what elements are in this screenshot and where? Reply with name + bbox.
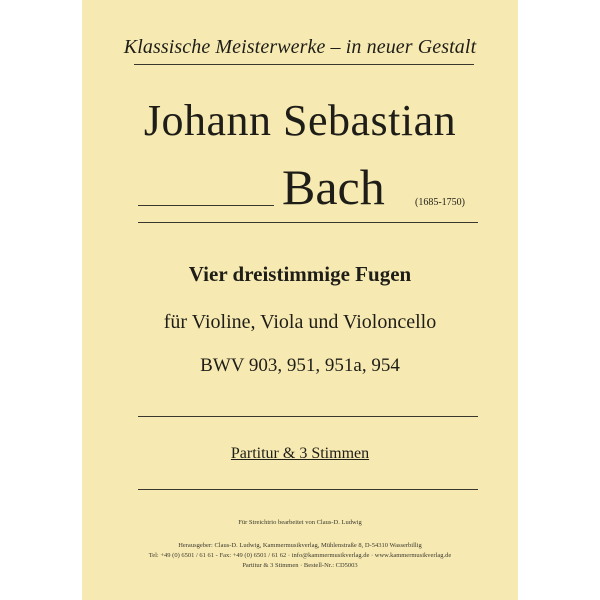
edition-label: Partitur & 3 Stimmen [230,445,370,462]
order-number: Partitur & 3 Stimmen · Bestell-Nr.: CD5003 [242,562,358,569]
composer-first-name: Johann Sebastian [143,96,457,145]
score-cover [82,0,518,600]
top-divider [134,64,474,65]
catalogue-numbers: BWV 903, 951, 951a, 954 [200,355,400,376]
arranger-credit: Für Streichtrio bearbeitet von Claus-D. Ludwig [238,519,362,526]
mid-divider [138,416,478,417]
instrumentation: für Violine, Viola und Violoncello [163,311,437,333]
composer-dates: (1685-1750) [415,197,465,208]
composer-left-rule [138,205,274,206]
composer-underline [138,222,478,223]
series-title: Klassische Meisterwerke – in neuer Gestalt [123,36,477,58]
composer-last-name: Bach [282,159,385,215]
lower-divider [138,489,478,490]
publisher-contact: Tel: +49 (0) 6501 / 61 61 - Fax: +49 (0) 6501 / 61 62 · info@kammermusikverlag.de · www.kammermusikverlag.de [148,552,452,559]
publisher-address: Herausgeber: Claus-D. Ludwig, Kammermusikverlag, Mühlenstraße 8, D-54310 Wasserbillig [178,542,422,549]
work-title: Vier dreistimmige Fugen [188,262,412,286]
